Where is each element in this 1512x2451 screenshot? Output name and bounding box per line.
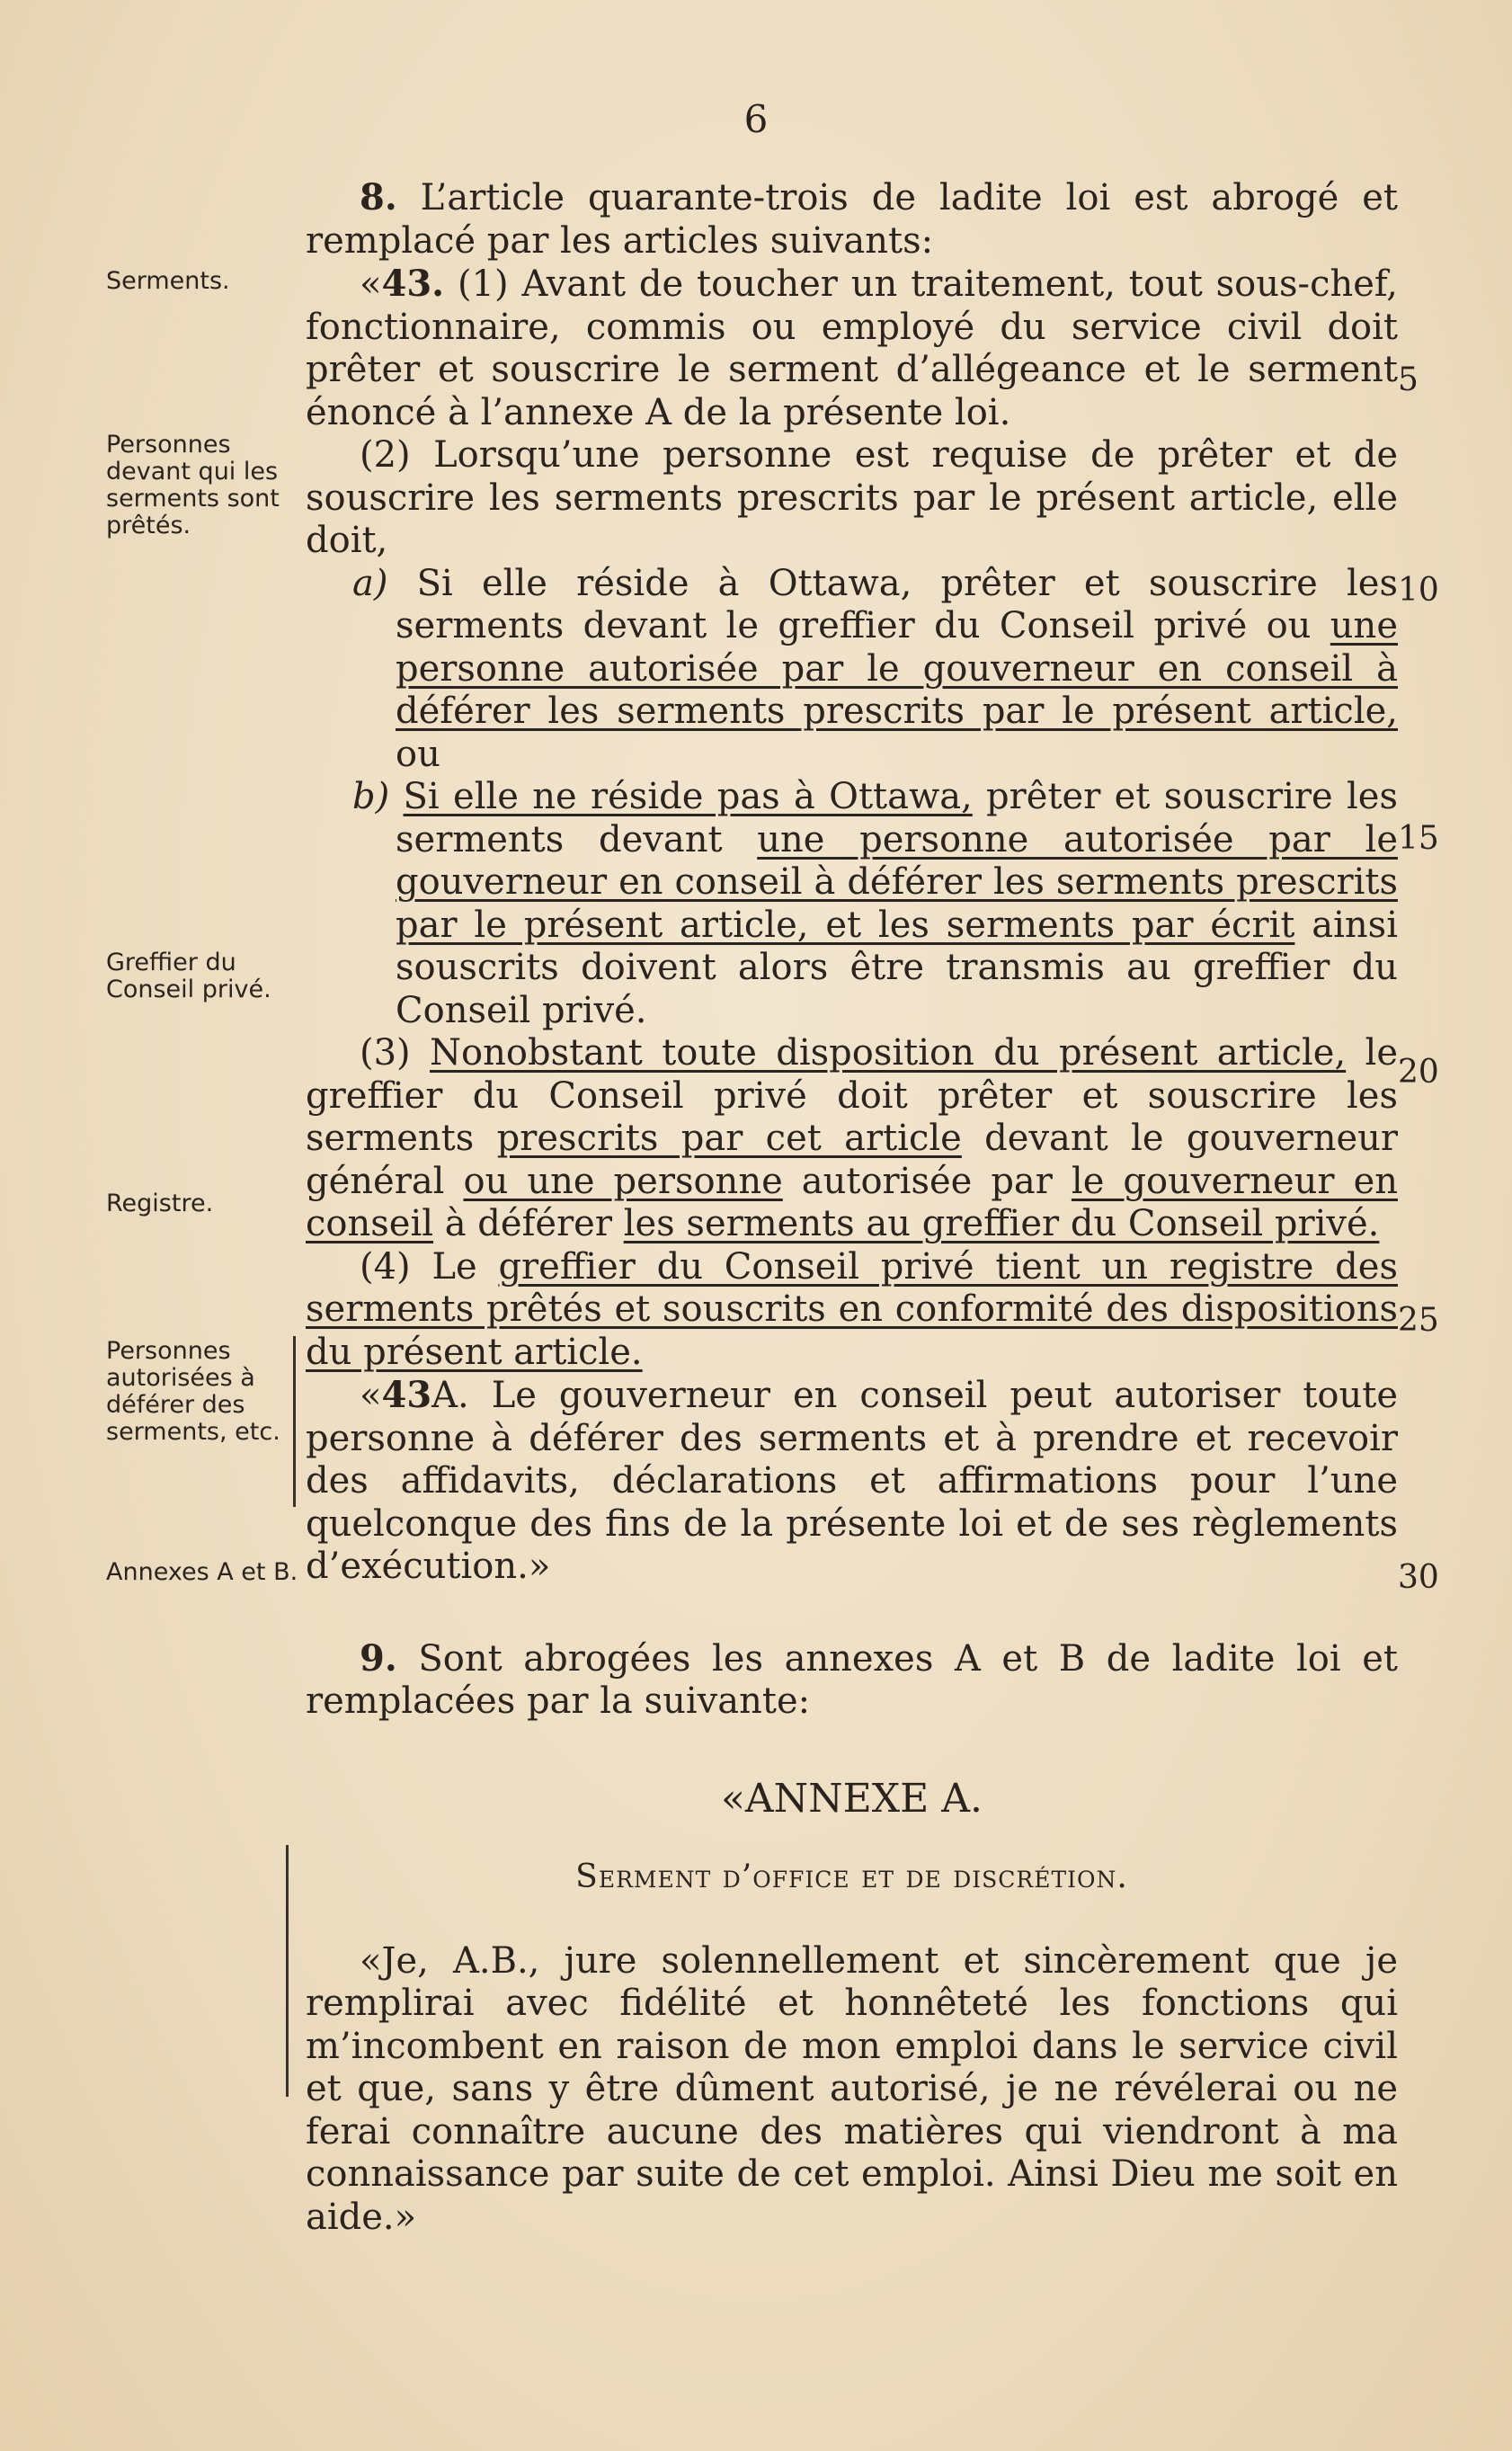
s43-4-part-2: greffier du Conseil privé tient un registre des serments prêtés et souscrits en conformité des dispositions du présent article. — [306, 1245, 1398, 1373]
section-43a-number: 43 — [381, 1374, 432, 1416]
line-number-15: 15 — [1398, 820, 1439, 857]
page-number: 6 — [743, 97, 769, 141]
section-43-1-text: (1) Avant de toucher un traitement, tout sous-chef, fonctionnaire, commis ou employé du service civil doit prêter et souscrire le serment d’allégeance et le serment énoncé à l’annexe A de la présente loi. — [306, 263, 1398, 433]
item-b-text-underlined-2: une personne autorisée par le gouverneur en conseil à déférer les serments prescrits par le présent article, et les serments par écrit — [396, 818, 1398, 946]
line-number-10: 10 — [1398, 572, 1439, 609]
section-43a-text: . Le gouverneur en conseil peut autoriser toute personne à déférer des serments et à prendre et recevoir des affidavits, déclarations et affirmations pour l’une quelconque des fins de la présente loi et de ses règlements d’exécution.» — [306, 1375, 1398, 1587]
margin-note-personnes-devant-qui: Personnes devant qui les serments sont prêtés. — [106, 431, 280, 539]
line-number-5: 5 — [1398, 361, 1419, 398]
s43-3-part-6: ou une personne — [463, 1160, 783, 1202]
item-b-space — [389, 776, 403, 817]
section-43a — [306, 1374, 1398, 1589]
item-a-text-1: Si elle réside à Ottawa, prêter et souscrire les serments devant le greffier du Conseil privé ou — [387, 562, 1398, 646]
s43-3-part-1: (3) — [360, 1032, 431, 1074]
item-b-text-3: prêter et souscrire les serments devant — [396, 776, 1398, 860]
item-b-text-5: ainsi souscrits doivent alors être transmis au greffier du Conseil privé. — [396, 904, 1399, 1031]
body-text — [306, 176, 1398, 2239]
line-number-30: 30 — [1398, 1559, 1439, 1596]
s43-3-part-9: à déférer — [433, 1203, 624, 1244]
margin-note-greffier: Greffier du Conseil privé. — [106, 949, 271, 1003]
s43-3-part-4: prescrits par cet article — [496, 1118, 962, 1159]
section-8-number: 8. — [360, 176, 397, 218]
oath-text: «Je, A.B., jure solennellement et sincèrement que je remplirai avec fidélité et honnêteté les fonctions qui m’incombent en raison de mon emploi dans le service civil et que, sans y être dûment autorisé, je ne révélerai ou ne ferai connaître aucune des matières qui viendront à ma connaissance par suite de cet emploi. Ainsi Dieu me soit en aide.» — [306, 1939, 1398, 2238]
serment-heading: Serment d’office et de discrétion. — [575, 1858, 1128, 1895]
item-a-text-3: ou — [396, 733, 440, 775]
s43-3-part-5: devant le gouverneur général — [306, 1118, 1399, 1202]
margin-bar-oath — [286, 1845, 289, 2097]
section-43-1 — [306, 263, 1398, 434]
section-8 — [306, 176, 1398, 263]
quote-open: « — [360, 263, 382, 305]
section-8-text: L’article quarante-trois de ladite loi est abrogé et remplacé par les articles suivants: — [306, 177, 1398, 262]
section-9-text: Sont abrogées les annexes A et B de ladite loi et remplacées par la suivante: — [306, 1637, 1398, 1722]
section-43-number: 43. — [381, 263, 445, 305]
section-43-2: (2) Lorsqu’une personne est requise de prêter et de souscrire les serments prescrits par le présent article, elle doit, — [306, 434, 1398, 561]
margin-note-registre: Registre. — [106, 1190, 214, 1217]
quote-open-43a: « — [360, 1375, 382, 1416]
margin-note-annexes: Annexes A et B. — [106, 1558, 298, 1586]
section-43a-letter: A — [431, 1375, 458, 1416]
margin-bar-43a — [293, 1336, 296, 1507]
s43-3-part-8: le gouverneur en conseil — [306, 1160, 1398, 1244]
section-9-number: 9. — [360, 1636, 397, 1680]
annexe-heading: «ANNEXE A. — [720, 1775, 983, 1822]
section-9 — [306, 1637, 1398, 1724]
margin-note-serments: Serments. — [106, 267, 230, 295]
item-b-text-underlined-1: Si elle ne réside pas à Ottawa, — [403, 776, 973, 817]
s43-3-part-2: Nonobstant toute disposition du présent article, — [430, 1032, 1347, 1074]
margin-note-personnes-autorisees: Personnes autorisées à déférer des serments, etc. — [106, 1337, 280, 1446]
section-43-3 — [306, 1032, 1398, 1246]
section-43-2-a — [306, 563, 1398, 777]
line-number-25: 25 — [1398, 1302, 1439, 1339]
item-a-label: a) — [352, 562, 388, 604]
line-number-20: 20 — [1398, 1054, 1439, 1091]
s43-4-part-1: (4) Le — [360, 1245, 499, 1288]
item-a-text-underlined: une personne autorisée par le gouverneur en conseil à déférer les serments prescrits par le présent article, — [396, 605, 1398, 732]
section-43-2-b — [306, 776, 1398, 1032]
s43-3-part-10: les serments au greffier du Conseil privé. — [623, 1203, 1380, 1244]
s43-3-part-3: le greffier du Conseil privé doit prêter et souscrire les serments — [306, 1032, 1399, 1159]
s43-3-part-7: autorisée par — [782, 1160, 1072, 1202]
item-b-label: b) — [352, 776, 390, 817]
section-43-4 — [306, 1246, 1398, 1375]
